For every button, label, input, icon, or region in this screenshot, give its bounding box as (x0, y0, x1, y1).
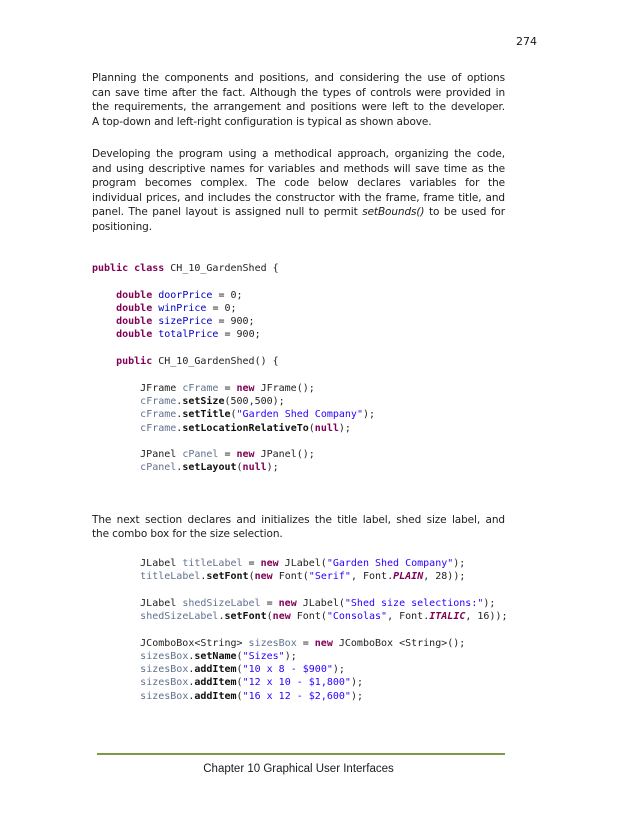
paragraph-line: program becomes complex. The code below declares variables for the (92, 177, 505, 189)
paragraph-line: Developing the program using a methodical approach, organizing the code, (92, 148, 505, 160)
code-token: ( (236, 664, 243, 676)
code-token: addItem (194, 664, 237, 676)
code-token: "Garden Shed Company" (326, 557, 454, 569)
code-token: JLabel( (278, 557, 327, 569)
paragraph-line: can save time after the fact. Although the types of controls were provided in (92, 86, 505, 99)
code-token: public (92, 263, 129, 274)
code-token (92, 290, 116, 301)
code-token: . (176, 409, 183, 421)
code-token (92, 611, 140, 622)
code-token: addItem (194, 690, 237, 702)
paragraph-line: and using descriptive names for variables and methods will save time as the (92, 162, 505, 175)
code-token (92, 677, 140, 688)
code-token: "Consolas" (326, 610, 388, 622)
code-line (92, 302, 505, 315)
code-token: . (200, 571, 207, 583)
code-token: shedSizeLabel (140, 610, 219, 622)
code-token: titleLabel (182, 557, 243, 569)
code-token: new (236, 382, 255, 394)
code-token: , 16)); (465, 610, 508, 622)
code-token: ); (266, 462, 279, 474)
code-token: new (260, 557, 279, 569)
code-line (92, 597, 505, 610)
code-token: = (242, 557, 261, 569)
code-token: = (260, 597, 279, 609)
code-token: JFrame(); (254, 382, 315, 394)
emphasized-text: setBounds() (362, 206, 425, 218)
class-declaration-code-block (92, 262, 505, 475)
code-line (92, 637, 505, 650)
code-token: winPrice (158, 302, 207, 314)
page-number: 274 (516, 35, 537, 48)
code-token: ( (308, 422, 315, 434)
code-token (92, 303, 116, 314)
code-token: JLabel (92, 597, 183, 609)
code-line (92, 610, 508, 623)
code-token: . (188, 664, 195, 676)
code-token: , Font. (387, 610, 430, 622)
code-token: JComboBox<String> (92, 637, 249, 649)
intro-paragraph (92, 71, 505, 129)
code-token: ); (338, 422, 351, 434)
code-token: public (116, 356, 153, 368)
code-token: new (254, 571, 273, 583)
code-line (92, 395, 505, 408)
code-token: ( (236, 462, 243, 474)
code-token: . (176, 395, 183, 407)
footer-rule (97, 753, 505, 755)
code-line (92, 382, 505, 395)
code-token: sizesBox (140, 664, 189, 676)
code-token: = 0; (212, 289, 243, 301)
code-token: sizesBox (140, 650, 189, 662)
text-segment: to be used for (424, 206, 505, 218)
code-token: setName (194, 650, 237, 662)
code-token: setSize (182, 395, 225, 407)
code-token: new (236, 449, 255, 461)
next-section-paragraph (92, 513, 505, 542)
code-token: "12 x 10 - $1,800" (242, 677, 351, 689)
code-token: null (242, 462, 267, 474)
code-token: ITALIC (429, 610, 466, 622)
code-token: JPanel (92, 449, 183, 461)
code-line (92, 583, 505, 596)
code-line (92, 435, 505, 448)
code-line (92, 448, 505, 461)
code-token: CH_10_GardenShed { (164, 263, 279, 274)
code-token: JPanel(); (254, 449, 315, 461)
code-token: setFont (206, 571, 249, 583)
code-token: = (218, 382, 237, 394)
code-token: JLabel( (296, 597, 345, 609)
code-token: double (116, 289, 153, 301)
code-token: "Shed size selections:" (344, 597, 484, 609)
code-token (92, 691, 140, 702)
code-line (92, 262, 505, 275)
code-token: doorPrice (158, 289, 213, 301)
code-token: ); (332, 664, 345, 676)
code-token: sizePrice (158, 316, 213, 328)
code-token: setLayout (182, 462, 237, 474)
code-token (92, 316, 116, 327)
code-line (92, 368, 505, 381)
code-token: sizesBox (140, 690, 189, 702)
code-token: JFrame (92, 382, 183, 394)
code-line (92, 650, 505, 663)
paragraph-line: positioning. (92, 220, 152, 233)
code-token (92, 356, 116, 367)
code-line (92, 328, 505, 341)
code-token (92, 423, 140, 434)
component-declaration-code-block (92, 557, 508, 703)
code-line (92, 355, 505, 368)
code-token: new (278, 597, 297, 609)
code-line (92, 315, 505, 328)
code-token: cFrame (140, 422, 177, 434)
code-token: Font( (272, 571, 309, 583)
code-line (92, 570, 505, 583)
code-token: setFont (224, 610, 267, 622)
code-token: , 28)); (423, 571, 466, 583)
paragraph-line (92, 205, 505, 220)
code-token: totalPrice (158, 329, 219, 341)
code-token: ); (350, 677, 363, 689)
code-token (92, 409, 140, 420)
paragraph-line: individual prices, and includes the constructor with the frame, frame title, and (92, 191, 505, 204)
code-token: ( (236, 677, 243, 689)
code-line (92, 275, 505, 288)
code-token: ); (453, 557, 466, 569)
code-token: double (116, 329, 153, 341)
code-token (92, 651, 140, 662)
paragraph-line: A top-down and left-right configuration is typical as shown above. (92, 115, 432, 128)
code-line (92, 342, 505, 355)
code-token: titleLabel (140, 571, 201, 583)
code-token: ( (230, 409, 237, 421)
code-token (92, 329, 116, 340)
code-token: null (314, 422, 339, 434)
code-token (92, 664, 140, 675)
page-content (92, 71, 508, 703)
code-token: ( (266, 610, 273, 622)
code-token: setTitle (182, 409, 231, 421)
code-token: Font( (290, 610, 327, 622)
code-token: shedSizeLabel (182, 597, 261, 609)
code-token: ( (236, 650, 243, 662)
code-line (92, 663, 505, 676)
code-token (92, 462, 140, 473)
code-token: = 0; (206, 302, 237, 314)
code-token: cFrame (182, 382, 219, 394)
code-token: double (116, 316, 153, 328)
paragraph-line: Planning the components and positions, and considering the use of options (92, 72, 505, 84)
code-token: (500,500); (224, 395, 285, 407)
code-token: sizesBox (140, 677, 189, 689)
code-token: . (188, 650, 195, 662)
code-line (92, 422, 505, 435)
code-token (92, 396, 140, 407)
code-line (92, 557, 505, 570)
paragraph-line: the combo box for the size selection. (92, 528, 283, 541)
code-token: = 900; (212, 316, 255, 328)
code-token: = 900; (218, 329, 261, 341)
code-token: "Serif" (308, 571, 351, 583)
code-token: cPanel (140, 462, 177, 474)
code-token: ( (236, 690, 243, 702)
code-token: . (188, 690, 195, 702)
code-token: = (296, 637, 315, 649)
code-token: . (188, 677, 195, 689)
code-token: ( (248, 571, 255, 583)
code-token: ); (350, 690, 363, 702)
code-line (92, 461, 505, 474)
paragraph-line: the requirements, the arrangement and positions were left to the developer. (92, 101, 505, 113)
code-token: . (176, 422, 183, 434)
code-token: new (272, 610, 291, 622)
code-token: "Sizes" (242, 650, 285, 662)
code-token: CH_10_GardenShed() { (152, 356, 279, 368)
code-line (92, 676, 505, 689)
paragraph-line: The next section declares and initializes the title label, shed size label, and (92, 513, 505, 526)
code-token: "16 x 12 - $2,600" (242, 690, 351, 702)
code-token: = (218, 449, 237, 461)
code-token: class (134, 263, 165, 274)
code-token: double (116, 302, 153, 314)
development-paragraph (92, 147, 505, 234)
code-token: "10 x 8 - $900" (242, 664, 333, 676)
code-line (92, 690, 505, 703)
code-token: JComboBox <String>(); (332, 637, 466, 649)
code-token: JLabel (92, 557, 183, 569)
code-token: . (176, 462, 183, 474)
code-token: new (314, 637, 333, 649)
text-segment: panel. The panel layout is assigned null to permit (92, 206, 363, 218)
code-token: "Garden Shed Company" (236, 409, 363, 421)
code-token: ); (483, 597, 496, 609)
code-token: cFrame (140, 395, 177, 407)
code-token: , Font. (350, 571, 394, 583)
code-token: ); (362, 409, 376, 421)
code-line (92, 289, 505, 302)
code-token: addItem (194, 677, 237, 689)
footer-chapter-title: Chapter 10 Graphical User Interfaces (203, 763, 394, 775)
code-token: setLocationRelativeTo (182, 422, 309, 434)
code-line (92, 623, 505, 636)
code-token: . (218, 610, 225, 622)
code-token: cFrame (140, 409, 177, 421)
code-token: cPanel (182, 449, 219, 461)
code-token: PLAIN (393, 571, 424, 583)
code-line (92, 408, 505, 421)
code-token (92, 571, 140, 582)
code-token: sizesBox (248, 637, 297, 649)
code-token: ); (284, 650, 297, 662)
